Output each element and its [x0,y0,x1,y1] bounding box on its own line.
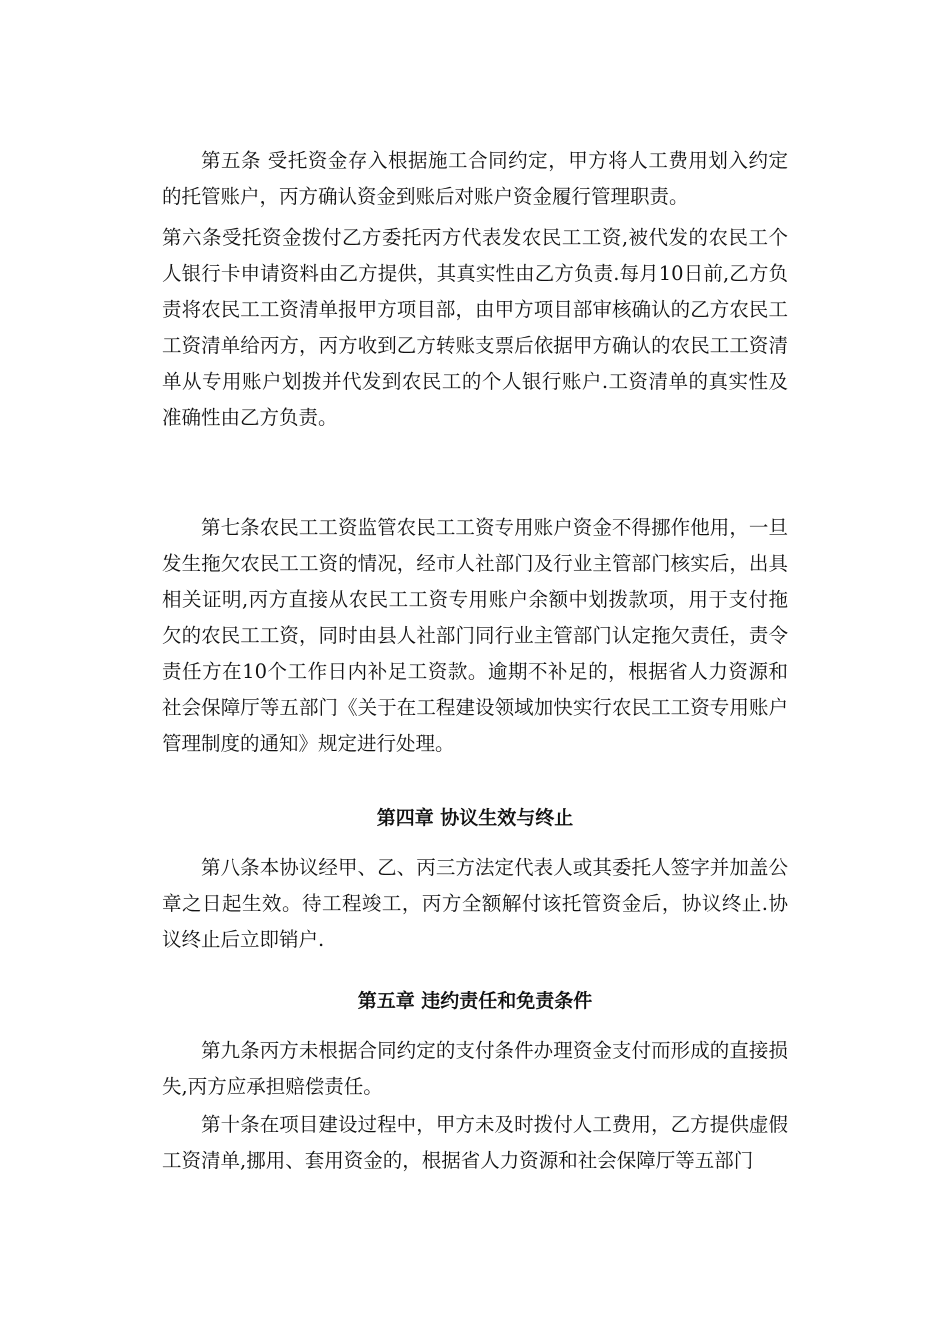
document-page [162,0,788,1344]
article-10: 第十条在项目建设过程中，甲方未及时拨付人工费用，乙方提供虚假工资清单,挪用、套用资金的，根据省人力资源和社会保障厅等五部门 [162,1113,788,1172]
chapter-4-heading: 第四章 协议生效与终止 [376,807,574,829]
article-9: 第九条丙方未根据合同约定的支付条件办理资金支付而形成的直接损失,丙方应承担赔偿责任。 [162,1039,788,1098]
article-7: 第七条农民工工资监管农民工工资专用账户资金不得挪作他用，一旦发生拖欠农民工工资的情况，经市人社部门及行业主管部门核实后，出具相关证明,丙方直接从农民工工资专用账户余额中划拨款项，用于支付拖欠的农民工工资，同时由县人社部门同行业主管部门认定拖欠责任，责令责任方在10个工作日内补足工资款。逾期不补足的，根据省人力资源和社会保障厅等五部门《关于在工程建设领域加快实行农民工工资专用账户管理制度的通知》规定进行处理。 [162,516,788,755]
article-6: 第六条受托资金拨付乙方委托丙方代表发农民工工资,被代发的农民工个人银行卡申请资料由乙方提供，其真实性由乙方负责.每月10日前,乙方负责将农民工工资清单报甲方项目部，由甲方项目部审核确认的乙方农民工工资清单给丙方，丙方收到乙方转账支票后依据甲方确认的农民工工资清单从专用账户划拨并代发到农民工的个人银行账户.工资清单的真实性及准确性由乙方负责。 [162,226,788,429]
chapter-5-heading: 第五章 违约责任和免责条件 [357,990,593,1012]
article-5: 第五条 受托资金存入根据施工合同约定，甲方将人工费用划入约定的托管账户，丙方确认资金到账后对账户资金履行管理职责。 [162,149,788,208]
article-8: 第八条本协议经甲、乙、丙三方法定代表人或其委托人签字并加盖公章之日起生效。待工程竣工，丙方全额解付该托管资金后，协议终止.协议终止后立即销户. [162,856,788,951]
